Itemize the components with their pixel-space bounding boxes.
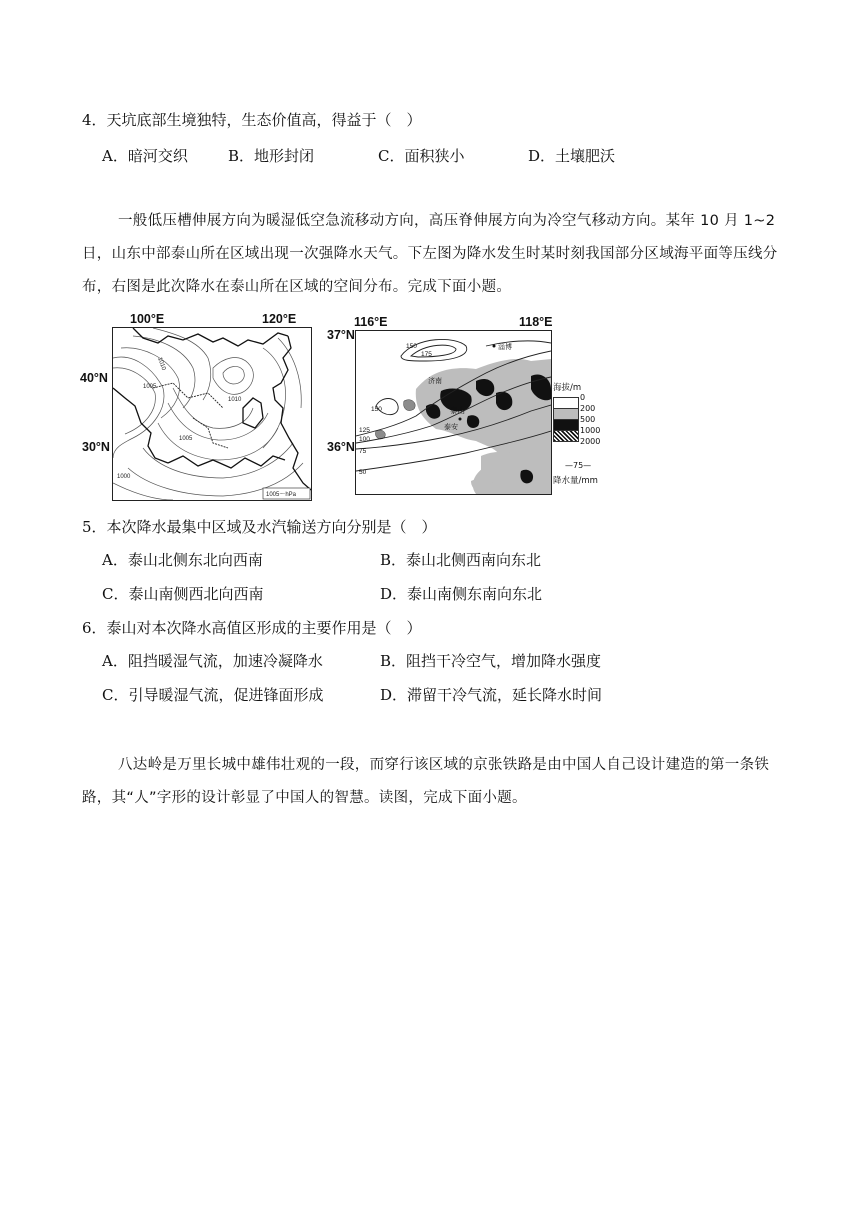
q5-option-b[interactable]: B．泰山北侧西南向东北 <box>380 551 542 569</box>
contour-label-150-west: 150 <box>371 406 382 413</box>
lat-label-30n: 30°N <box>82 440 110 454</box>
isobar-legend: 1005～hPa <box>266 492 297 498</box>
lat-label-40n: 40°N <box>80 371 108 385</box>
passage-badaling: 八达岭是万里长城中雄伟壮观的一段，而穿行该区域的京张铁路是由中国人自己设计建造的第一条铁路，其“人”字形的设计彰显了中国人的智慧。读图，完成下面小题。 <box>82 757 770 806</box>
q4-option-b[interactable]: B．地形封闭 <box>228 147 315 165</box>
passage-rainfall: 一般低压槽伸展方向为暖湿低空急流移动方向，高压脊伸展方向为冷空气移动方向。某年 10 月 1~2 日，山东中部泰山所在区域出现一次强降水天气。下左图为降水发生时某时刻我国部分区域海平面等压线分布，右图是此次降水在泰山所在区域的空间分布。完成下面小题。 <box>82 213 778 295</box>
elevation-legend-title: 海拔/m <box>553 383 582 393</box>
place-taishan: 泰山 <box>450 406 465 415</box>
question-6-stem: 6．泰山对本次降水高值区形成的主要作用是（ ） <box>82 619 422 637</box>
elev-tick-2000: 2000 <box>580 437 601 446</box>
elev-swatch-1000-2000 <box>553 430 579 442</box>
lon-label-116e: 116°E <box>354 315 388 329</box>
q6-option-c[interactable]: C．引导暖湿气流，促进锋面形成 <box>102 686 324 704</box>
contour-label-75: 75 <box>359 448 367 455</box>
lat-label-36n: 36°N <box>327 440 355 454</box>
isobar-label-1005-west: 1005 <box>143 384 157 390</box>
lon-label-100e: 100°E <box>130 312 165 326</box>
elev-tick-0: 0 <box>580 393 586 402</box>
q6-option-b[interactable]: B．阻挡干冷空气，增加降水强度 <box>380 652 602 670</box>
q5-option-c[interactable]: C．泰山南侧西北向西南 <box>102 585 264 603</box>
isobar-label-1010-north: 1010 <box>156 356 167 372</box>
contour-label-175: 175 <box>421 351 432 358</box>
isobar-label-1010-center: 1010 <box>228 397 242 403</box>
isobar-map-drawing <box>113 328 311 500</box>
place-jinan: 济南 <box>428 377 442 385</box>
isobar-map <box>112 327 312 501</box>
question-5-stem: 5．本次降水最集中区域及水汽输送方向分别是（ ） <box>82 518 437 536</box>
contour-label-125: 125 <box>359 427 370 434</box>
place-taian: 泰安 <box>444 423 458 431</box>
elev-tick-1000: 1000 <box>580 426 601 435</box>
rainfall-legend-label: 降水量/mm <box>553 476 598 486</box>
rainfall-map-drawing <box>356 331 551 494</box>
q6-option-a[interactable]: A．阻挡暖湿气流，加速冷凝降水 <box>102 652 323 670</box>
q4-option-a[interactable]: A．暗河交织 <box>102 147 188 165</box>
elev-tick-500: 500 <box>580 415 596 424</box>
elev-tick-200: 200 <box>580 404 596 413</box>
question-4-stem: 4．天坑底部生境独特，生态价值高，得益于（ ） <box>82 111 422 129</box>
place-zibo: 淄博 <box>498 343 512 351</box>
lon-label-120e: 120°E <box>262 312 297 326</box>
q4-option-c[interactable]: C．面积狭小 <box>378 147 465 165</box>
contour-label-50: 50 <box>359 469 367 476</box>
q6-option-d[interactable]: D．滞留干冷气流，延长降水时间 <box>380 686 603 704</box>
contour-label-150-north: 150 <box>406 343 417 350</box>
isobar-label-1000: 1000 <box>117 474 131 480</box>
isobar-label-1005-center: 1005 <box>179 436 193 442</box>
contour-label-100: 100 <box>359 436 370 443</box>
q4-option-d[interactable]: D．土壤肥沃 <box>528 147 616 165</box>
q5-option-d[interactable]: D．泰山南侧东南向东北 <box>380 585 543 603</box>
rainfall-contour-legend: —75— <box>565 461 592 470</box>
rainfall-map <box>355 330 552 495</box>
lat-label-37n: 37°N <box>327 328 355 342</box>
lon-label-118e: 118°E <box>519 315 553 329</box>
q5-option-a[interactable]: A．泰山北侧东北向西南 <box>102 551 263 569</box>
